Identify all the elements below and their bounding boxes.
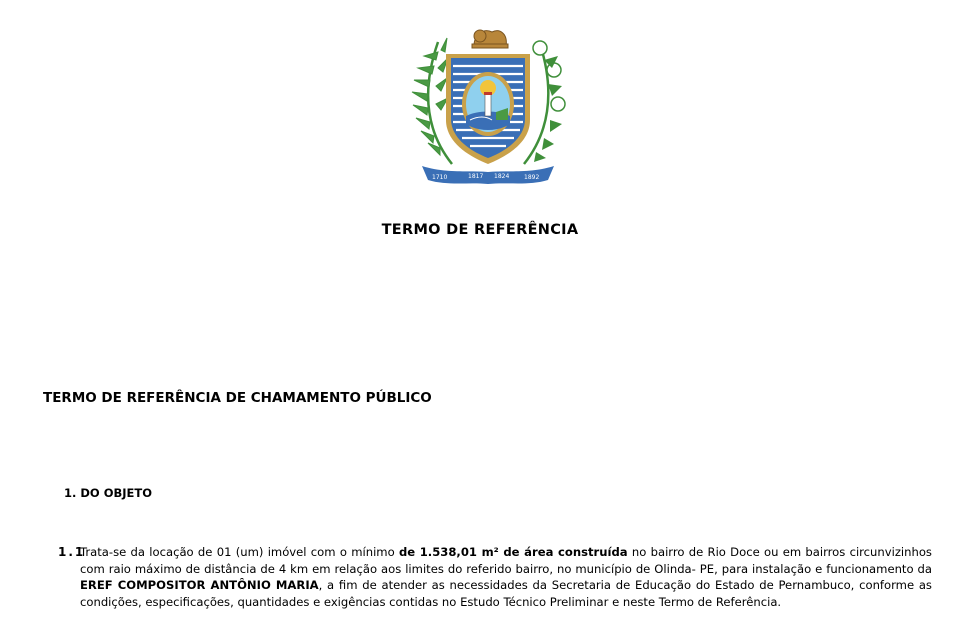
page-title: TERMO DE REFERÊNCIA	[381, 222, 579, 238]
cotton-branch-icon	[524, 41, 565, 164]
ribbon-icon	[422, 166, 554, 184]
shield-icon	[446, 54, 530, 164]
ribbon-date-1: 1710	[432, 174, 448, 181]
clause-1-1	[58, 544, 932, 610]
clause-bold-school-name: EREF COMPOSITOR ANTÔNIO MARIA	[80, 578, 319, 593]
document-subtitle: TERMO DE REFERÊNCIA DE CHAMAMENTO PÚBLICO	[43, 390, 432, 406]
clause-text-part-b: no bairro de Rio Doce ou em bairros circunvizinhos com raio máximo de distância de 4 km em relação aos limites do referido bairro, no município de Olinda- PE, para instalação e funcionamento da	[80, 545, 932, 576]
pernambuco-coat-of-arms	[408, 24, 568, 190]
ribbon-date-3: 1824	[494, 173, 510, 180]
ribbon-date-2: 1817	[468, 173, 484, 180]
ribbon-date-4: 1892	[524, 174, 540, 181]
clause-text-part-a: Trata-se da locação de 01 (um) imóvel com o mínimo	[80, 545, 399, 559]
clause-number: 1.1	[58, 545, 86, 559]
lion-icon	[472, 30, 508, 48]
section-heading-objeto: 1. DO OBJETO	[64, 486, 152, 500]
clause-text-part-c: , a fim de atender as necessidades da Secretaria de Educação do Estado de Pernambuco, conforme as condições, especificações, quantidades e exigências contidas no Estudo Técnico Preliminar e neste Termo de Referência.	[80, 578, 932, 609]
clause-bold-area: de 1.538,01 m² de área construída	[398, 545, 628, 559]
